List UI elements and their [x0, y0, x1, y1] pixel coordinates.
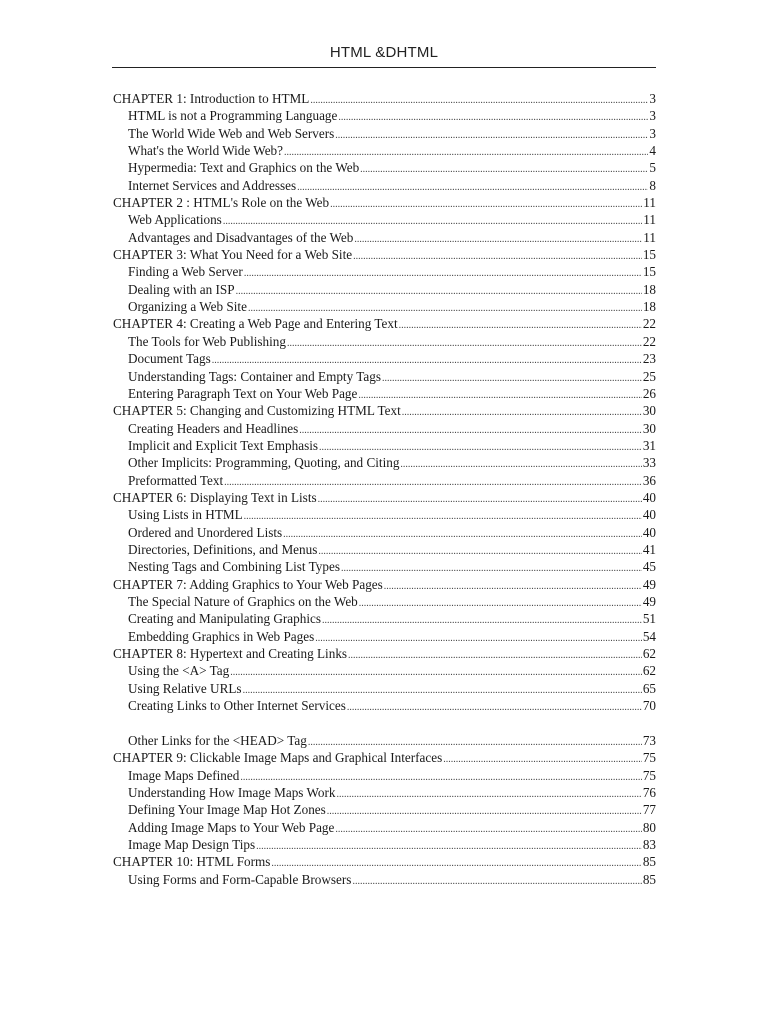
toc-entry-title: Image Maps Defined: [128, 767, 240, 783]
toc-entry-title: Internet Services and Addresses: [128, 177, 297, 193]
toc-entry-title: CHAPTER 1: Introduction to HTML: [113, 91, 310, 106]
toc-page-number: 33: [642, 455, 656, 471]
toc-entry-title: Embedding Graphics in Web Pages: [128, 628, 315, 644]
toc-page-number: 45: [642, 559, 656, 575]
toc-entry-title: Using Relative URLs: [128, 680, 242, 696]
toc-page-number: 77: [642, 802, 656, 818]
toc-entry-title: Defining Your Image Map Hot Zones: [128, 802, 326, 818]
toc-section-entry[interactable]: [113, 801, 656, 818]
toc-chapter-entry[interactable]: [113, 853, 656, 870]
toc-entry-title: CHAPTER 7: Adding Graphics to Your Web Pages: [113, 576, 383, 592]
toc-entry-title: Understanding How Image Maps Work: [128, 784, 336, 800]
toc-page-number: 75: [642, 750, 656, 766]
toc-section-entry[interactable]: [113, 142, 656, 159]
toc-page-number: 11: [643, 195, 656, 211]
toc-entry-title: Implicit and Explicit Text Emphasis: [128, 437, 319, 453]
toc-entry-title: CHAPTER 3: What You Need for a Web Site: [113, 247, 353, 263]
toc-page-number: 15: [642, 264, 656, 280]
toc-page-number: 22: [642, 316, 656, 332]
toc-page-number: 76: [642, 784, 656, 800]
toc-page-number: 80: [642, 819, 656, 835]
toc-section-entry[interactable]: [113, 263, 656, 280]
toc-page-number: 85: [642, 871, 656, 887]
toc-entry-title: Nesting Tags and Combining List Types: [128, 559, 340, 575]
toc-entry-title: CHAPTER 6: Displaying Text in Lists: [113, 489, 317, 505]
toc-chapter-entry[interactable]: [113, 90, 656, 107]
toc-page-number: 73: [642, 732, 656, 748]
header-divider: [112, 67, 656, 68]
toc-page-number: 51: [642, 611, 656, 627]
toc-page-number: 30: [642, 403, 656, 419]
toc-section-entry[interactable]: [113, 784, 656, 801]
toc-page-number: 5: [649, 160, 656, 176]
toc-entry-title: Organizing a Web Site: [128, 299, 247, 315]
toc-page-number: 62: [642, 663, 656, 679]
toc-page-number: 8: [649, 177, 656, 193]
toc-dot-leader: [352, 871, 641, 890]
toc-page-number: 62: [642, 646, 656, 661]
toc-entry-title: Preformatted Text: [128, 472, 224, 488]
toc-chapter-entry[interactable]: [113, 749, 656, 766]
toc-entry-title: Image Map Design Tips: [128, 836, 256, 852]
toc-chapter-entry[interactable]: [113, 489, 656, 506]
toc-section-entry[interactable]: [113, 662, 656, 679]
toc-entry-title: Finding a Web Server: [128, 264, 243, 280]
toc-section-entry[interactable]: [113, 819, 656, 836]
page-header-title: HTML &DHTML: [329, 44, 439, 61]
toc-section-entry[interactable]: [113, 107, 656, 124]
toc-entry-title: Advantages and Disadvantages of the Web: [128, 229, 354, 245]
toc-entry-title: Dealing with an ISP: [128, 281, 235, 297]
toc-page-number: 25: [642, 368, 656, 384]
toc-page-number: 54: [642, 628, 656, 644]
toc-section-entry[interactable]: [113, 177, 656, 194]
toc-entry-title: CHAPTER 10: HTML Forms: [113, 854, 271, 870]
toc-dot-leader: [347, 697, 642, 716]
toc-page-number: 3: [649, 91, 656, 106]
toc-section-entry[interactable]: [113, 593, 656, 610]
toc-entry-title: Directories, Definitions, and Menus: [128, 541, 318, 557]
toc-section-entry[interactable]: [113, 281, 656, 298]
toc-entry-title: Other Implicits: Programming, Quoting, and Citing: [128, 455, 400, 471]
toc-chapter-entry[interactable]: [113, 576, 656, 593]
toc-section-entry[interactable]: [113, 437, 656, 454]
toc-page-number: 85: [642, 854, 656, 870]
toc-page-number: 3: [649, 125, 656, 141]
toc-section-entry[interactable]: [113, 524, 656, 541]
toc-section-entry[interactable]: [113, 732, 656, 749]
toc-chapter-entry[interactable]: [113, 194, 656, 211]
toc-entry-title: Adding Image Maps to Your Web Page: [128, 819, 335, 835]
toc-section-entry[interactable]: [113, 368, 656, 385]
toc-entry-title: The Special Nature of Graphics on the Web: [128, 593, 358, 609]
toc-page-number: 15: [642, 247, 656, 263]
toc-section-entry[interactable]: [113, 350, 656, 367]
toc-entry-title: Using Lists in HTML: [128, 507, 243, 523]
toc-entry-title: HTML is not a Programming Language: [128, 108, 338, 124]
toc-entry-title: CHAPTER 2 : HTML's Role on the Web: [113, 195, 330, 211]
toc-entry-title: Creating and Manipulating Graphics: [128, 611, 322, 627]
toc-chapter-entry[interactable]: [113, 246, 656, 263]
toc-section-entry[interactable]: [113, 229, 656, 246]
toc-section-entry[interactable]: [113, 298, 656, 315]
toc-entry-title: Other Links for the <HEAD> Tag: [128, 732, 307, 748]
toc-section-entry[interactable]: [113, 610, 656, 627]
toc-section-entry[interactable]: [113, 506, 656, 523]
toc-chapter-entry[interactable]: [113, 315, 656, 332]
toc-entry-title: Using the <A> Tag: [128, 663, 230, 679]
toc-section-entry[interactable]: [113, 697, 656, 714]
toc-entry-title: Ordered and Unordered Lists: [128, 524, 283, 540]
toc-page-number: 65: [642, 680, 656, 696]
toc-section-entry[interactable]: [113, 420, 656, 437]
toc-page-number: 4: [649, 143, 656, 159]
toc-section-entry[interactable]: [113, 871, 656, 888]
toc-page-number: 49: [642, 593, 656, 609]
toc-page-number: 41: [642, 541, 656, 557]
toc-page-number: 40: [642, 507, 656, 523]
toc-entry-title: The Tools for Web Publishing: [128, 333, 286, 349]
toc-page-number: 18: [642, 299, 656, 315]
toc-page-number: 31: [642, 437, 656, 453]
toc-entry-title: The World Wide Web and Web Servers: [128, 125, 335, 141]
toc-section-entry[interactable]: [113, 472, 656, 489]
toc-section-entry[interactable]: [113, 211, 656, 228]
toc-page-number: 75: [642, 767, 656, 783]
toc-section-entry[interactable]: [113, 541, 656, 558]
toc-entry-title: What's the World Wide Web?: [128, 143, 284, 159]
table-of-contents: [113, 90, 656, 888]
toc-entry-title: Document Tags: [128, 351, 211, 367]
toc-section-entry[interactable]: [113, 333, 656, 350]
toc-page-number: 83: [642, 836, 656, 852]
toc-entry-title: CHAPTER 8: Hypertext and Creating Links: [113, 646, 348, 661]
toc-page-number: 11: [643, 212, 656, 228]
toc-entry-title: Entering Paragraph Text on Your Web Page: [128, 385, 358, 401]
toc-page-number: 26: [642, 385, 656, 401]
toc-page-number: 40: [642, 489, 656, 505]
toc-entry-title: Understanding Tags: Container and Empty Tags: [128, 368, 381, 384]
toc-section-entry[interactable]: [113, 836, 656, 853]
toc-page-number: 70: [642, 698, 656, 714]
toc-page-number: 3: [649, 108, 656, 124]
toc-page-number: 49: [642, 576, 656, 592]
toc-entry-title: Creating Links to Other Internet Services: [128, 698, 346, 714]
toc-chapter-entry[interactable]: [113, 645, 656, 662]
toc-section-entry[interactable]: [113, 454, 656, 471]
toc-section-entry[interactable]: [113, 159, 656, 176]
toc-section-entry[interactable]: [113, 680, 656, 697]
toc-page-number: 11: [643, 229, 656, 245]
toc-section-entry[interactable]: [113, 767, 656, 784]
toc-entry-title: CHAPTER 9: Clickable Image Maps and Graphical Interfaces: [113, 750, 443, 766]
toc-section-entry[interactable]: [113, 558, 656, 575]
toc-page-number: 40: [642, 524, 656, 540]
toc-section-entry[interactable]: [113, 125, 656, 142]
toc-page-number: 18: [642, 281, 656, 297]
toc-page-number: 23: [642, 351, 656, 367]
toc-section-entry[interactable]: [113, 628, 656, 645]
toc-page-number: 30: [642, 420, 656, 436]
toc-section-entry[interactable]: [113, 385, 656, 402]
toc-entry-title: Creating Headers and Headlines: [128, 420, 299, 436]
toc-page-number: 22: [642, 333, 656, 349]
toc-entry-title: Hypermedia: Text and Graphics on the Web: [128, 160, 360, 176]
toc-entry-title: Using Forms and Form-Capable Browsers: [128, 871, 352, 887]
toc-chapter-entry[interactable]: [113, 402, 656, 419]
toc-entry-title: CHAPTER 4: Creating a Web Page and Entering Text: [113, 316, 398, 332]
toc-entry-title: Web Applications: [128, 212, 222, 228]
toc-page-number: 36: [642, 472, 656, 488]
toc-entry-title: CHAPTER 5: Changing and Customizing HTML Text: [113, 403, 401, 419]
